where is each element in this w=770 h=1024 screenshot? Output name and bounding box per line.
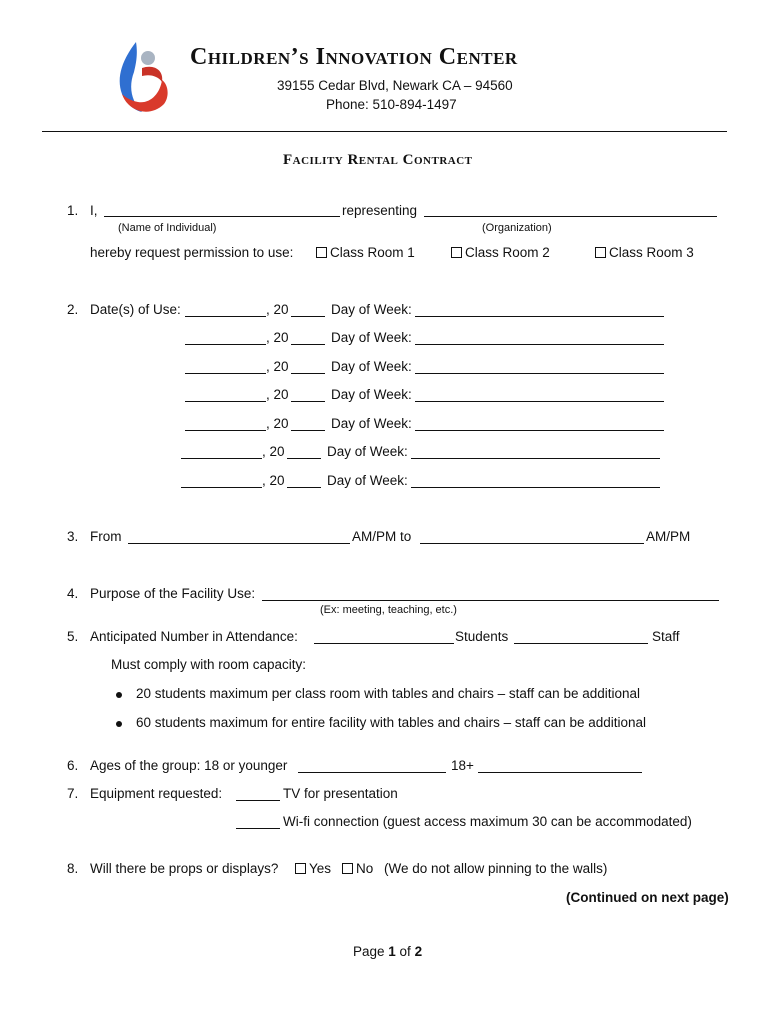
day-of-week-field[interactable] <box>415 373 664 374</box>
date-field[interactable] <box>181 458 262 459</box>
date-field[interactable] <box>185 373 266 374</box>
students-count-field[interactable] <box>314 643 454 644</box>
q5-number: 5. <box>67 629 79 644</box>
organization-field[interactable] <box>424 216 717 217</box>
from-label: From <box>90 529 122 544</box>
page-of: of <box>395 944 415 959</box>
page-total: 2 <box>414 944 423 959</box>
classroom-3-checkbox[interactable]: Class Room 3 <box>595 245 694 260</box>
day-of-week-label: Day of Week: <box>331 416 412 431</box>
day-of-week-field[interactable] <box>411 487 660 488</box>
time-to-field[interactable] <box>420 543 644 544</box>
props-yes-checkbox[interactable]: Yes <box>295 861 331 876</box>
year-prefix: , 20 <box>262 444 285 459</box>
day-of-week-label: Day of Week: <box>327 444 408 459</box>
purpose-field[interactable] <box>262 600 719 601</box>
date-field[interactable] <box>185 344 266 345</box>
date-field[interactable] <box>185 430 266 431</box>
capacity-note: Must comply with room capacity: <box>111 657 307 672</box>
year-prefix: , 20 <box>266 359 289 374</box>
wifi-request-field[interactable] <box>236 828 280 829</box>
bullet-dot <box>116 692 122 698</box>
day-of-week-field[interactable] <box>415 430 664 431</box>
adult-count-field[interactable] <box>478 772 642 773</box>
tv-option-label: TV for presentation <box>283 786 398 801</box>
date-field[interactable] <box>185 316 266 317</box>
year-field[interactable] <box>291 401 325 402</box>
day-of-week-label: Day of Week: <box>331 302 412 317</box>
year-prefix: , 20 <box>266 387 289 402</box>
props-note: (We do not allow pinning to the walls) <box>384 861 608 876</box>
equipment-label: Equipment requested: <box>90 786 223 801</box>
page-prefix: Page <box>353 944 389 959</box>
day-of-week-field[interactable] <box>415 344 664 345</box>
q1-i-label: I, <box>90 203 98 218</box>
year-prefix: , 20 <box>266 330 289 345</box>
org-caption: (Organization) <box>482 222 552 234</box>
name-caption: (Name of Individual) <box>118 222 217 234</box>
q6-number: 6. <box>67 758 79 773</box>
day-of-week-label: Day of Week: <box>331 359 412 374</box>
time-from-field[interactable] <box>128 543 350 544</box>
ampm-to-label: AM/PM to <box>352 529 412 544</box>
org-phone: Phone: 510-894-1497 <box>326 97 457 112</box>
ages-label: Ages of the group: 18 or younger <box>90 758 288 773</box>
under-18-count-field[interactable] <box>298 772 446 773</box>
ampm-label: AM/PM <box>646 529 691 544</box>
capacity-rule-1: 20 students maximum per class room with tables and chairs – staff can be additional <box>136 686 641 701</box>
date-field[interactable] <box>185 401 266 402</box>
page-current: 1 <box>388 944 396 959</box>
classroom-2-checkbox[interactable]: Class Room 2 <box>451 245 550 260</box>
purpose-caption: (Ex: meeting, teaching, etc.) <box>320 604 457 616</box>
day-of-week-field[interactable] <box>415 401 664 402</box>
props-label: Will there be props or displays? <box>90 861 279 876</box>
dates-label: Date(s) of Use: <box>90 302 181 317</box>
q7-number: 7. <box>67 786 79 801</box>
request-text: hereby request permission to use: <box>90 245 294 260</box>
bullet-dot <box>116 721 122 727</box>
continued-note: (Continued on next page) <box>566 890 729 905</box>
day-of-week-label: Day of Week: <box>327 473 408 488</box>
header-divider <box>42 131 727 132</box>
year-field[interactable] <box>291 373 325 374</box>
classroom-1-checkbox[interactable]: Class Room 1 <box>316 245 415 260</box>
q3-number: 3. <box>67 529 79 544</box>
org-address: 39155 Cedar Blvd, Newark CA – 94560 <box>277 78 513 93</box>
capacity-rule-2: 60 students maximum for entire facility with tables and chairs – staff can be additional <box>136 715 647 730</box>
year-field[interactable] <box>291 316 325 317</box>
representing-label: representing <box>342 203 418 218</box>
day-of-week-label: Day of Week: <box>331 330 412 345</box>
year-field[interactable] <box>287 458 321 459</box>
form-title: Facility Rental Contract <box>283 152 473 168</box>
tv-request-field[interactable] <box>236 800 280 801</box>
year-field[interactable] <box>291 430 325 431</box>
q1-number: 1. <box>67 203 79 218</box>
year-field[interactable] <box>291 344 325 345</box>
adult-label: 18+ <box>451 758 474 773</box>
wifi-option-label: Wi-fi connection (guest access maximum 30 can be accommodated) <box>283 814 692 829</box>
staff-count-field[interactable] <box>514 643 648 644</box>
purpose-label: Purpose of the Facility Use: <box>90 586 256 601</box>
date-field[interactable] <box>181 487 262 488</box>
page-number <box>353 944 422 959</box>
year-prefix: , 20 <box>262 473 285 488</box>
day-of-week-field[interactable] <box>415 316 664 317</box>
students-label: Students <box>455 629 509 644</box>
org-name: Children’s Innovation Center <box>190 44 518 70</box>
q2-number: 2. <box>67 302 79 317</box>
q8-number: 8. <box>67 861 79 876</box>
attendance-label: Anticipated Number in Attendance: <box>90 629 298 644</box>
q4-number: 4. <box>67 586 79 601</box>
day-of-week-label: Day of Week: <box>331 387 412 402</box>
props-no-checkbox[interactable]: No <box>342 861 373 876</box>
day-of-week-field[interactable] <box>411 458 660 459</box>
year-field[interactable] <box>287 487 321 488</box>
staff-label: Staff <box>652 629 680 644</box>
individual-name-field[interactable] <box>104 216 340 217</box>
year-prefix: , 20 <box>266 416 289 431</box>
logo-icon <box>112 38 174 118</box>
year-prefix: , 20 <box>266 302 289 317</box>
